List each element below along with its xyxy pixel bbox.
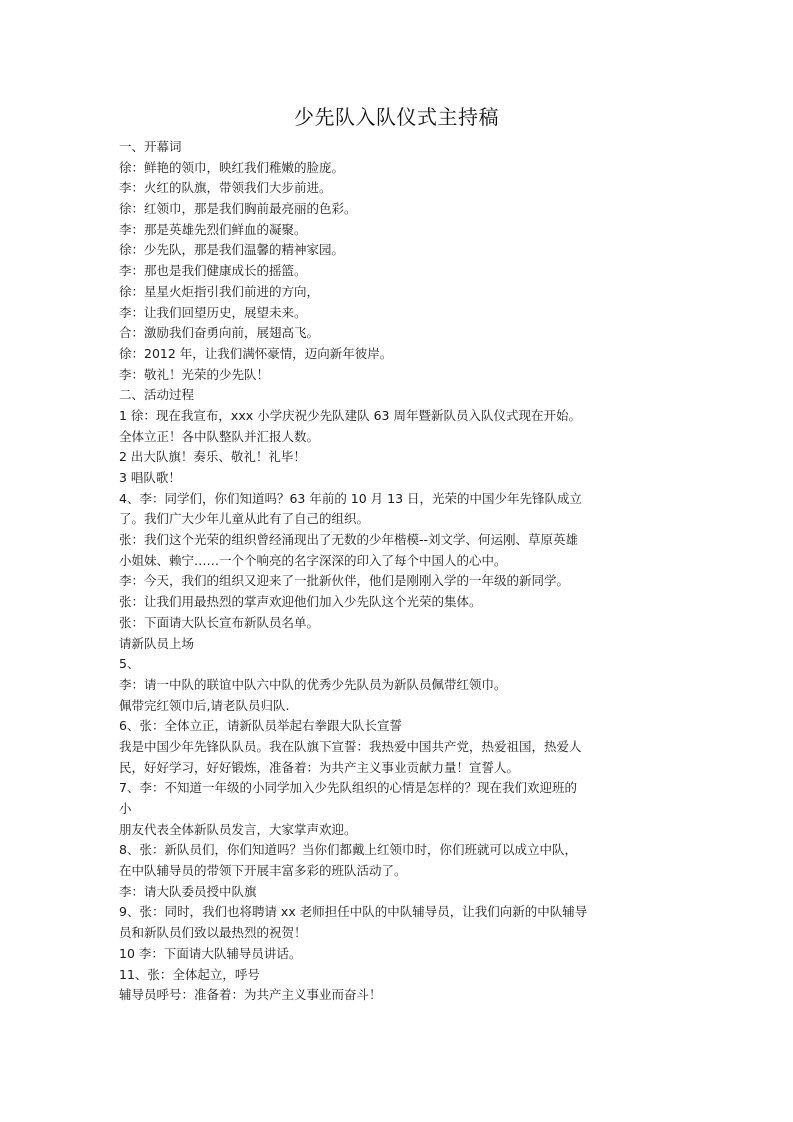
text-line: 徐：2012 年，让我们满怀豪情，迈向新年彼岸。 (119, 345, 393, 361)
text-line: 我是中国少年先锋队队员。我在队旗下宣誓：我热爱中国共产党，热爱祖国，热爱人 (119, 738, 582, 754)
text-line: 李：火红的队旗，带领我们大步前进。 (119, 180, 332, 196)
text-line: 了。我们广大少年儿童从此有了自己的组织。 (119, 511, 370, 527)
text-line: 徐：红领巾，那是我们胸前最亮丽的色彩。 (119, 201, 357, 217)
text-line: 5、 (119, 656, 140, 672)
text-line: 1 徐：现在我宣布，xxx 小学庆祝少先队建队 63 周年暨新队员入队仪式现在开始。 (119, 407, 581, 423)
text-line: 3 唱队歌！ (119, 470, 181, 485)
text-line: 徐：鲜艳的领巾，映红我们稚嫩的脸庞。 (119, 159, 345, 175)
text-line: 李：今天，我们的组织又迎来了一批新伙伴，他们是刚刚入学的一年级的新同学。 (119, 573, 570, 589)
text-line: 8、张：新队员们，你们知道吗？当你们都戴上红领巾时，你们班就可以成立中队， (119, 842, 577, 858)
text-line: 张：下面请大队长宣布新队员名单。 (119, 614, 320, 630)
text-line: 李：敬礼！光荣的少先队！ (119, 366, 270, 382)
text-line: 11、张：全体起立，呼号 (119, 966, 260, 982)
text-line: 民，好好学习，好好锻炼，准备着：为共产主义事业贡献力量！宣誓人。 (119, 759, 520, 775)
text-line: 4、李：同学们，你们知道吗？63 年前的 10 月 13 日，光荣的中国少年先锋队成立 (119, 490, 583, 506)
text-line: 佩带完红领巾后,请老队员归队. (119, 697, 290, 713)
text-line: 李：让我们回望历史，展望未来。 (119, 304, 307, 320)
text-line: 李：那是英雄先烈们鲜血的凝聚。 (119, 221, 307, 237)
text-line: 徐：少先队，那是我们温馨的精神家园。 (119, 242, 345, 258)
text-line: 张：我们这个光荣的组织曾经涌现出了无数的少年楷模--刘文学、何运刚、草原英雄 (119, 532, 579, 548)
document-body (119, 137, 644, 1006)
text-line: 李：请大队委员授中队旗 (119, 883, 257, 899)
text-line: 在中队辅导员的带领下开展丰富多彩的班队活动了。 (119, 863, 407, 879)
text-line: 张：让我们用最热烈的掌声欢迎他们加入少先队这个光荣的集体。 (119, 594, 482, 610)
text-line: 小 (119, 801, 132, 816)
text-line: 李：那也是我们健康成长的摇篮。 (119, 263, 307, 279)
text-line: 2 出大队旗！奏乐、敬礼！礼毕！ (119, 449, 306, 465)
text-line: 李：请一中队的联谊中队六中队的优秀少先队员为新队员佩带红领巾。 (119, 676, 507, 692)
text-line: 朋友代表全体新队员发言，大家掌声欢迎。 (119, 821, 357, 837)
text-line: 6、张：全体立正，请新队员举起右拳跟大队长宣誓 (119, 718, 402, 734)
text-line: 请新队员上场 (119, 635, 195, 651)
text-line: 9、张：同时，我们也将聘请 xx 老师担任中队的中队辅导员，让我们向新的中队辅导 (119, 904, 588, 920)
text-line: 小姐妹、赖宁……一个个响亮的名字深深的印入了每个中国人的心中。 (119, 552, 507, 568)
text-line: 徐：星星火炬指引我们前进的方向， (119, 283, 320, 299)
text-line: 辅导员呼号：准备着：为共产主义事业而奋斗！ (119, 987, 382, 1003)
text-line: 员和新队员们致以最热烈的祝贺！ (119, 925, 307, 941)
document-title: 少先队入队仪式主持稿 (294, 105, 499, 129)
text-line: 合：激励我们奋勇向前，展翅高飞。 (119, 325, 320, 341)
text-line: 一、开幕词 (119, 139, 182, 154)
text-line: 二、活动过程 (119, 387, 195, 403)
text-line: 10 李：下面请大队辅导员讲话。 (119, 945, 302, 961)
text-line: 全体立正！各中队整队并汇报人数。 (119, 428, 320, 444)
text-line: 7、李：不知道一年级的小同学加入少先队组织的心情是怎样的？现在我们欢迎班的 (119, 780, 577, 796)
